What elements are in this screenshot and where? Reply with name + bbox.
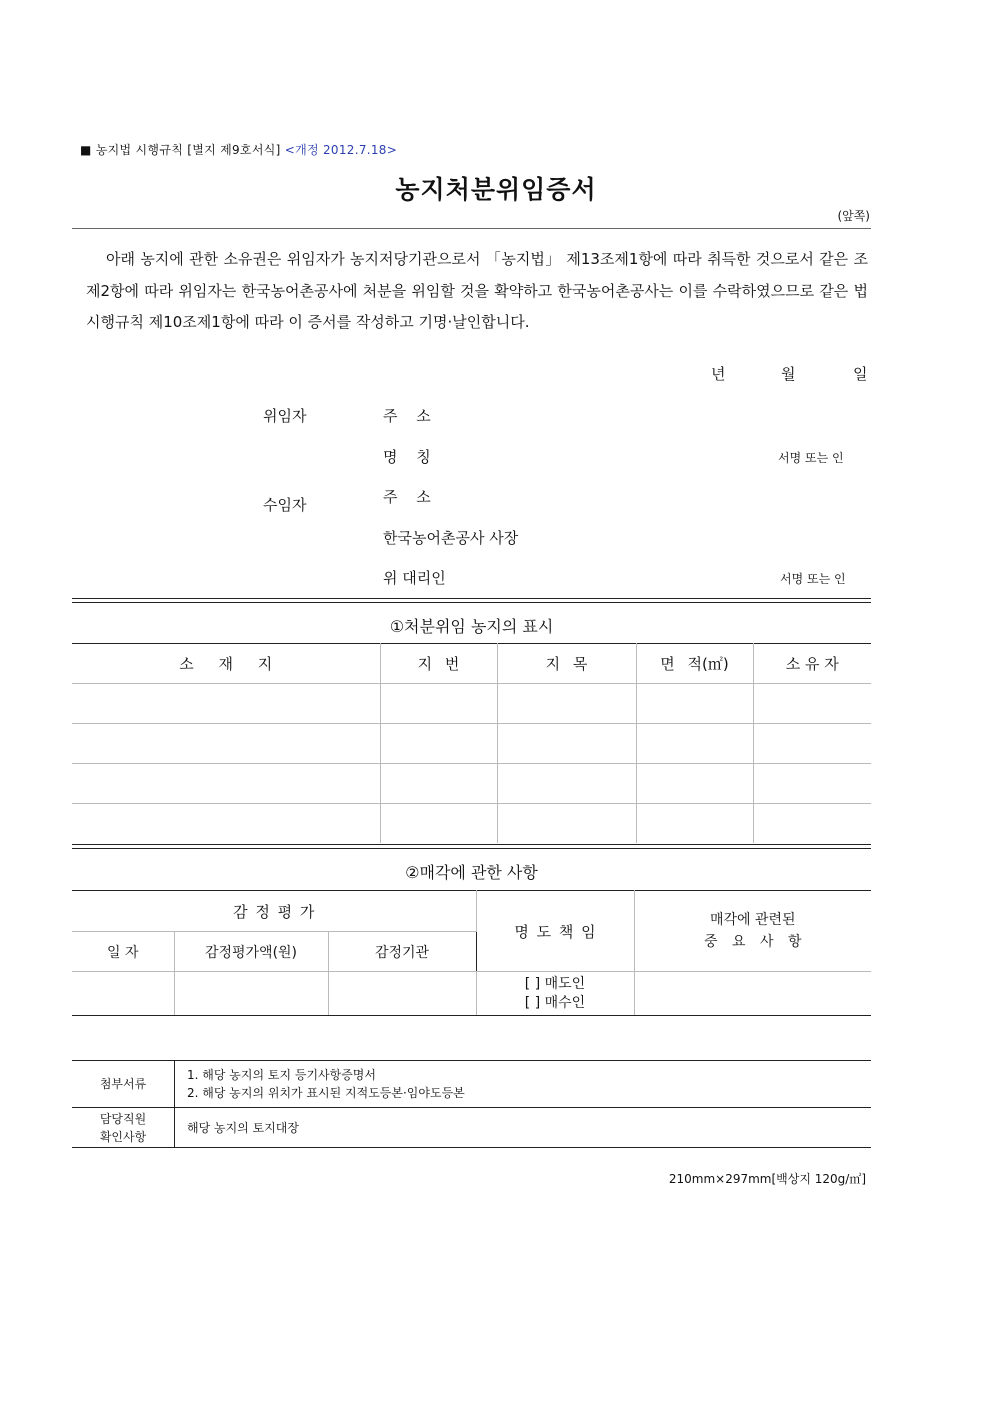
date-month-label: 월 xyxy=(781,365,796,383)
delegator-name-label: 명 칭 xyxy=(383,448,431,466)
col-lot-number: 지 번 xyxy=(380,644,497,684)
delegate-organization: 한국농어촌공사 사장 xyxy=(383,529,519,547)
section-divider xyxy=(72,844,871,849)
staff-check-label-line1: 담당직원 xyxy=(99,1111,147,1126)
appraisal-date-cell[interactable] xyxy=(72,972,174,1016)
land-category-cell[interactable] xyxy=(497,764,636,804)
revision-date: <개정 2012.7.18> xyxy=(284,143,398,157)
land-category-cell[interactable] xyxy=(497,724,636,764)
delegator-label: 위임자 xyxy=(263,407,307,425)
title-divider xyxy=(72,228,871,229)
liability-options xyxy=(476,972,634,1016)
staff-check-label xyxy=(72,1108,175,1148)
document-title: 농지처분위임증서 xyxy=(395,175,597,204)
location-cell[interactable] xyxy=(72,724,380,764)
attachments-content xyxy=(175,1061,872,1108)
land-table-header xyxy=(72,644,871,684)
location-cell[interactable] xyxy=(72,804,380,844)
lot-number-cell[interactable] xyxy=(380,724,497,764)
owner-cell[interactable] xyxy=(753,764,871,804)
sale-table-header-row xyxy=(72,891,871,932)
area-cell[interactable] xyxy=(636,724,753,764)
sale-table xyxy=(72,890,871,1016)
staff-check-row xyxy=(72,1108,871,1148)
owner-cell[interactable] xyxy=(753,804,871,844)
section-divider xyxy=(72,598,871,603)
liability-header: 명 도 책 임 xyxy=(476,891,634,972)
lot-number-cell[interactable] xyxy=(380,804,497,844)
staff-check-content: 해당 농지의 토지대장 xyxy=(175,1108,872,1148)
liability-seller-checkbox[interactable]: [ ] 매도인 xyxy=(524,975,586,992)
form-header xyxy=(80,141,397,158)
location-cell[interactable] xyxy=(72,684,380,724)
land-category-cell[interactable] xyxy=(497,804,636,844)
important-matters-line2: 중 요 사 항 xyxy=(704,934,802,950)
land-section-title: ①처분위임 농지의 표시 xyxy=(389,617,554,636)
delegator-signature-label: 서명 또는 인 xyxy=(778,451,844,465)
attachment-item: 2. 해당 농지의 위치가 표시된 지적도등본·임야도등본 xyxy=(187,1086,465,1100)
land-table xyxy=(72,643,871,843)
appraisal-header: 감 정 평 가 xyxy=(72,891,476,932)
statement-paragraph: 아래 농지에 관한 소유권은 위임자가 농지저당기관으로서 「농지법」 제13조제1항에 따라 취득한 것으로서 같은 조 제2항에 따라 위임자는 한국농어촌공사에 처분을 위임할 것을 확약하고 한국농어촌공사는 이를 수락하였으므로 같은 법 시행규칙 제10조제1항에 따라 이 증서를 작성하고 기명·날인합니다. xyxy=(86,250,868,331)
form-reference: ■ 농지법 시행규칙 [별지 제9호서식] xyxy=(80,143,281,157)
attachments-row xyxy=(72,1061,871,1108)
liability-buyer-checkbox[interactable]: [ ] 매수인 xyxy=(524,994,586,1011)
paper-spec: 210mm×297mm[백상지 120g/㎡] xyxy=(668,1172,866,1186)
table-row xyxy=(72,804,871,844)
delegate-agent-label: 위 대리인 xyxy=(383,569,446,587)
attachments-label: 첨부서류 xyxy=(72,1061,175,1108)
table-row xyxy=(72,972,871,1016)
important-matters-line1: 매각에 관련된 xyxy=(709,912,796,928)
staff-check-label-line2: 확인사항 xyxy=(99,1129,147,1144)
delegate-address-label: 주 소 xyxy=(383,488,431,506)
delegate-signature-label: 서명 또는 인 xyxy=(780,572,846,586)
col-land-category: 지 목 xyxy=(497,644,636,684)
date-day-label: 일 xyxy=(853,365,868,383)
table-row xyxy=(72,684,871,724)
lot-number-cell[interactable] xyxy=(380,684,497,724)
area-cell[interactable] xyxy=(636,804,753,844)
sale-section-title: ②매각에 관한 사항 xyxy=(405,863,538,882)
col-location: 소 재 지 xyxy=(72,644,380,684)
col-appraisal-amount: 감정평가액(원) xyxy=(174,932,328,972)
table-row xyxy=(72,764,871,804)
table-row xyxy=(72,724,871,764)
attachment-item: 1. 해당 농지의 토지 등기사항증명서 xyxy=(187,1068,376,1082)
owner-cell[interactable] xyxy=(753,724,871,764)
delegate-label: 수임자 xyxy=(263,496,307,514)
col-appraisal-agency: 감정기관 xyxy=(328,932,476,972)
location-cell[interactable] xyxy=(72,764,380,804)
area-cell[interactable] xyxy=(636,684,753,724)
important-matters-cell[interactable] xyxy=(634,972,871,1016)
appraisal-agency-cell[interactable] xyxy=(328,972,476,1016)
important-matters-header xyxy=(634,891,871,972)
lot-number-cell[interactable] xyxy=(380,764,497,804)
area-cell[interactable] xyxy=(636,764,753,804)
date-year-label: 년 xyxy=(711,365,726,383)
delegator-address-label: 주 소 xyxy=(383,407,431,425)
page-side-label: (앞쪽) xyxy=(837,209,870,223)
land-category-cell[interactable] xyxy=(497,684,636,724)
attachments-table xyxy=(72,1060,871,1148)
appraisal-amount-cell[interactable] xyxy=(174,972,328,1016)
owner-cell[interactable] xyxy=(753,684,871,724)
col-appraisal-date: 일 자 xyxy=(72,932,174,972)
col-owner: 소 유 자 xyxy=(753,644,871,684)
col-area: 면 적(㎡) xyxy=(636,644,753,684)
